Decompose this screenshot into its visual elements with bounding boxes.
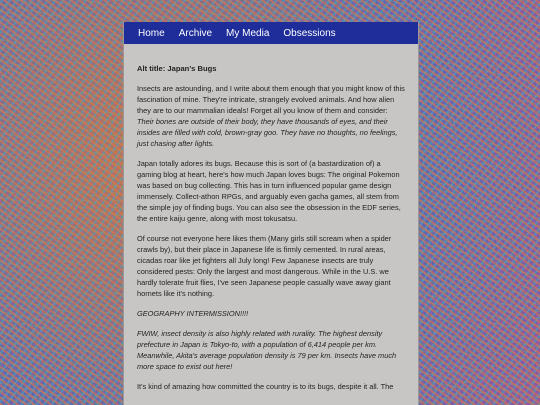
post-paragraph-1-emphasis: Their bones are outside of their body, they have thousands of eyes, and their insides are filled with cold, brown-gray goo. They have no thoughts, no feelings, just chasing after lights. — [137, 117, 398, 148]
post-alt-title: Alt title: Japan's Bugs — [137, 64, 217, 73]
nav-my-media-link[interactable]: My Media — [226, 27, 270, 39]
top-nav — [124, 22, 418, 44]
post-paragraph-3: Of course not everyone here likes them (Many girls still scream when a spider crawls by), but their place in Japanese life is firmly cemented. In rural areas, cicadas roar like jet fighters all July long! Few Japanese insects are truly considered pests: Only the largest and most dangerous. While in the U.S. we hardly tolerate fruit flies, I've seen Japanese people casually wave away giant hornets like it's nothing. — [137, 234, 392, 298]
post-paragraph-1-text: Insects are astounding, and I write about them enough that you might know of this fascination of mine. They're intricate, strangely evolved animals. And how alien they are to our mammalian ideals! Forget all you know of them and consider: — [137, 84, 405, 115]
post-paragraph-6: It's kind of amazing how committed the country is to its bugs, despite it all. The — [137, 382, 394, 391]
post-paragraph-2: Japan totally adores its bugs. Because this is sort of (a bastardization of) a gaming blog at heart, here's how much Japan loves bugs: The original Pokemon was based on bug collecting. This has in turn influenced popular game design immensely. Collect-athon RPGs, and arguably even gacha games, all stem from the simple joy of finding bugs. You can also see the obsession in the EDF series, the entire kaiju genre, along with most tokusatsu. — [137, 159, 401, 223]
nav-home-link[interactable]: Home — [138, 27, 165, 39]
nav-obsessions-link[interactable]: Obsessions — [283, 27, 336, 39]
page-column — [123, 22, 419, 405]
post-paragraph-1 — [137, 83, 405, 149]
post-paragraph-4: GEOGRAPHY INTERMISSION!!!! — [137, 309, 249, 318]
nav-archive-link[interactable]: Archive — [178, 27, 213, 39]
post-paragraph-5: FWIW, insect density is also highly related with rurality. The highest density prefecture in Japan is Tokyo-to, with a population of 6,414 people per km. Meanwhile, Akita's average population density is 79 per km. Insects have much more space to exist out here! — [137, 329, 397, 371]
post-content — [124, 44, 418, 392]
